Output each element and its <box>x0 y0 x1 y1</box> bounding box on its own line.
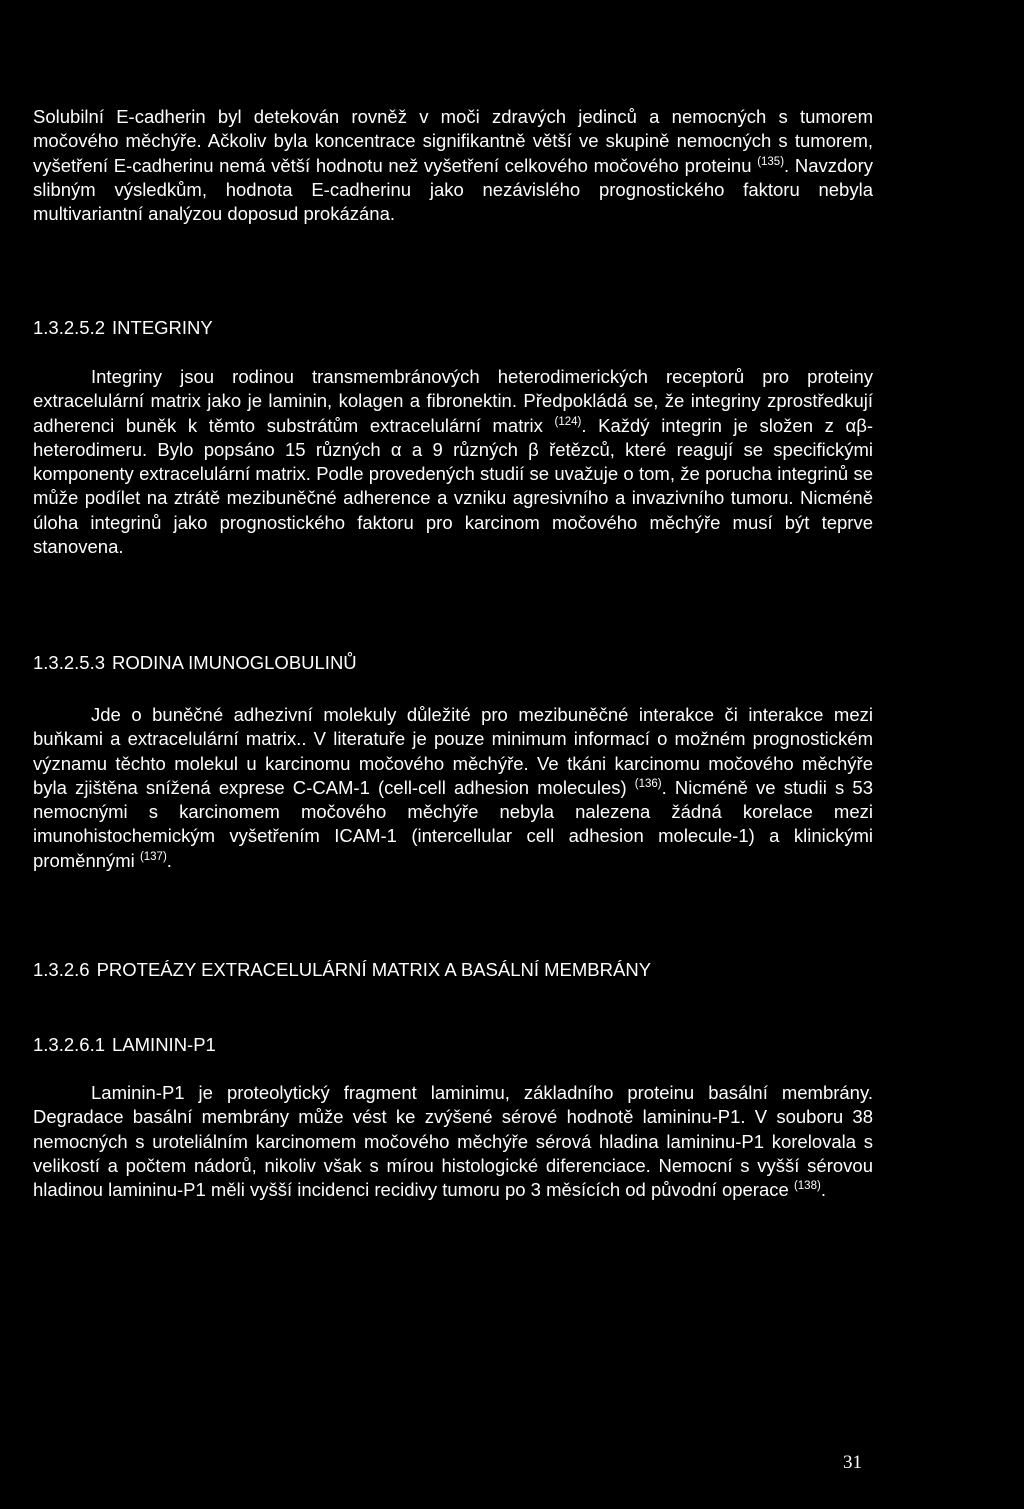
citation-ref: (135) <box>757 155 785 168</box>
heading-number: 1.3.2.5.2 <box>33 317 106 338</box>
paragraph-text: . Každý integrin je složen z αβ-heterodimeru. Bylo popsáno 15 různých α a 9 různých β řetězců, které reagují se specifickými komponenty extracelulární matrix. Podle provedených studií se uvažuje o tom, že porucha integrinů se může podílet na ztrátě mezibuněčné adherence a vzniku agresivního a invazivního tumoru. Nicméně úloha integrinů jako prognostického faktoru pro karcinom močového měchýře musí být teprve stanovena. <box>33 414 874 558</box>
paragraph-text: . <box>820 1179 826 1201</box>
paragraph-text: . Navzdory slibným výsledkům, hodnota E-cadherinu jako nezávislého prognostického faktoru nebyla multivariantní analýzou doposud prokázána. <box>33 154 873 225</box>
heading-number: 1.3.2.6 <box>33 959 90 980</box>
citation-ref: (136) <box>634 777 662 790</box>
section-heading-integriny <box>33 316 213 340</box>
paragraph-text: Laminin-P1 je proteolytický fragment laminimu, základního proteinu basální membrány. Degradace basální membrány může vést ke zvýšené sérové hodnotě lamininu-P1. V souboru 38 nemocných s uroteliálním karcinomem močového měchýře sérová hladina lamininu-P1 korelovala s velikostí a počtem nádorů, nikoliv však s mírou histologické diferenciace. Nemocní s vyšší sérovou hladinou lamininu-P1 měli vyšší incidenci recidivy tumoru po 3 měsících od původní operace <box>33 1082 873 1201</box>
paragraph-text: . <box>166 849 172 871</box>
heading-title: PROTEÁZY EXTRACELULÁRNÍ MATRIX A BASÁLNÍ MEMBRÁNY <box>96 959 652 980</box>
paragraph-laminin <box>33 1081 873 1202</box>
citation-ref: (124) <box>554 415 582 428</box>
paragraph-text: Jde o buněčné adhezivní molekuly důležité pro mezibuněčné interakce či interakce mezi buňkami a extracelulární matrix.. V literatuře je pouze minimum informací o možném prognostickém významu těchto molekul u karcinomu močového měchýře. Ve tkáni karcinomu močového měchýře byla zjištěna snížená exprese C-CAM-1 (cell-cell adhesion molecules) <box>33 704 873 798</box>
section-heading-laminin <box>33 1033 216 1057</box>
heading-title: RODINA IMUNOGLOBULINŮ <box>112 652 357 673</box>
section-heading-proteazy <box>33 958 651 982</box>
paragraph-e-cadherin <box>33 105 873 226</box>
citation-ref: (137) <box>139 850 167 863</box>
paragraph-integriny <box>33 365 873 559</box>
heading-number: 1.3.2.6.1 <box>33 1034 106 1055</box>
paragraph-text: . Nicméně ve studii s 53 nemocnými s karcinomem močového měchýře nebyla nalezena žádná korelace mezi imunohistochemickým vyšetřením ICAM-1 (intercellular cell adhesion molecule-1) a klinickými proměnnými <box>33 776 873 871</box>
heading-number: 1.3.2.5.3 <box>33 652 106 673</box>
heading-title: INTEGRINY <box>112 317 213 338</box>
citation-ref: (138) <box>793 1180 821 1193</box>
paragraph-text: Integriny jsou rodinou transmembránových heterodimerických receptorů pro proteiny extracelulární matrix jako je laminin, kolagen a fibronektin. Předpokládá se, že integriny zprostředkují adherenci buněk k těmto substrátům extracelulární matrix <box>33 366 873 436</box>
page-number: 31 <box>843 1452 862 1473</box>
section-heading-imunoglobuliny <box>33 651 357 675</box>
paragraph-text: Solubilní E-cadherin byl detekován rovněž v moči zdravých jedinců a nemocných s tumorem močového měchýře. Ačkoliv byla koncentrace signifikantně větší ve skupině nemocných s tumorem, vyšetření E-cadherinu nemá větší hodnotu než vyšetření celkového močového proteinu <box>33 106 873 176</box>
heading-title: LAMININ-P1 <box>112 1034 216 1055</box>
paragraph-imunoglobuliny <box>33 703 873 873</box>
